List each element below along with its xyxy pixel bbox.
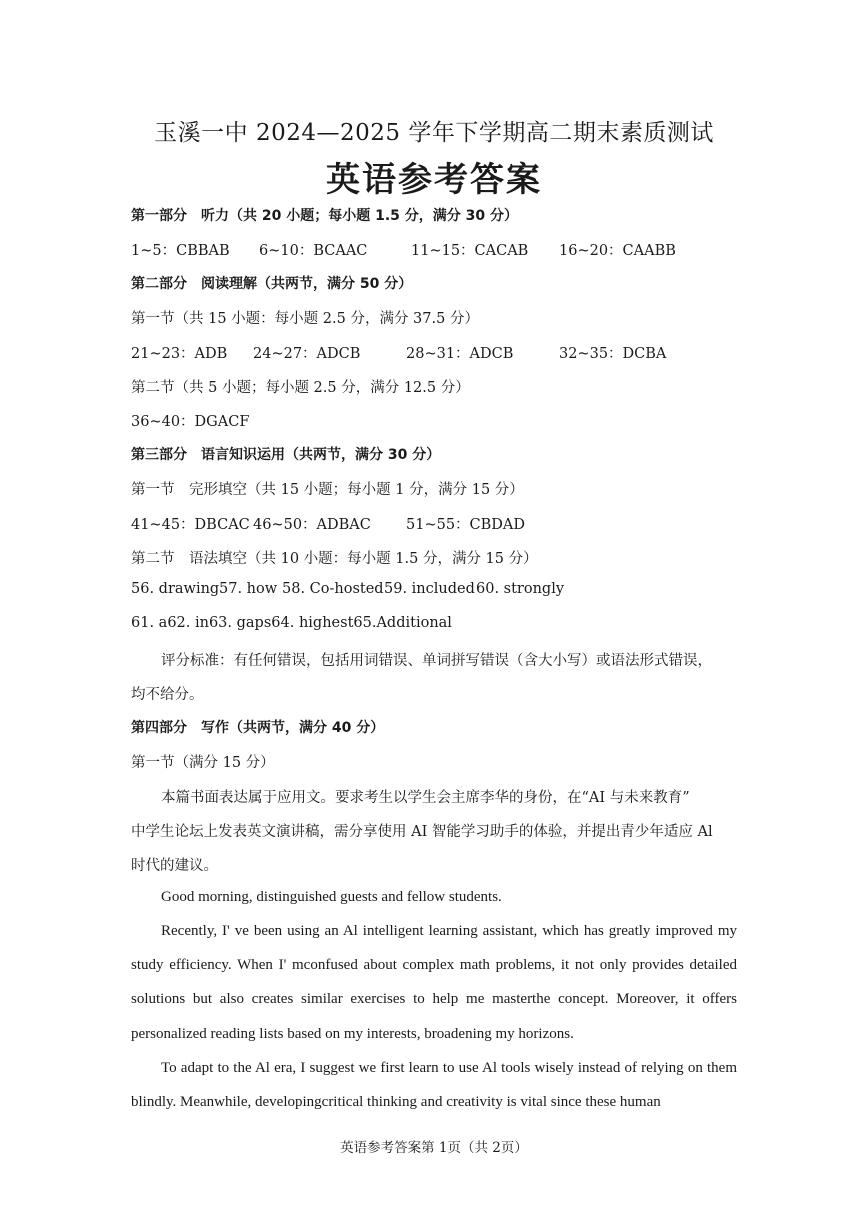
- answer-group: 46~50：ADBAC: [253, 517, 371, 533]
- part3-section2-heading: 第二节 语法填空（共 10 小题：每小题 1.5 分，满分 15 分）: [131, 551, 538, 567]
- part2-heading: 第二部分 阅读理解（共两节，满分 50 分）: [131, 276, 413, 292]
- answer-group: 28~31：ADCB: [406, 346, 514, 362]
- answer-group: 1~5：CBBAB: [131, 243, 230, 259]
- answer-item: 59. included: [384, 581, 475, 597]
- answer-group: 21~23：ADB: [131, 346, 228, 362]
- answer-item: 58. Co-hosted: [282, 581, 384, 597]
- document-title: 英语参考答案: [326, 160, 542, 200]
- part1-heading: 第一部分 听力（共 20 小题；每小题 1.5 分，满分 30 分）: [131, 208, 519, 224]
- answer-item: 56. drawing: [131, 581, 220, 597]
- essay-paragraph: Recently, I' ve been using an Al intelligent learning assistant, which has greatly improved my study efficiency. When I' mconfused about complex math problems, it not only provides detailed solutions but also creates similar exercises to help me masterthe concept. Moreover, it offers personalized reading lists based on my interests, broadening my horizons.: [131, 923, 737, 1042]
- part3-section2-answers-row2: 61. a62. in63. gaps64. highest65.Additional: [131, 615, 452, 631]
- scoring-note-continued: 均不给分。: [131, 687, 204, 703]
- essay-greeting: Good morning, distinguished guests and fellow students.: [161, 889, 502, 905]
- part2-section2-answers: 36~40：DGACF: [131, 414, 250, 430]
- task-description: 本篇书面表达属于应用文。要求考生以学生会主席李华的身份，在“AI 与未来教育”: [161, 790, 690, 806]
- part3-heading: 第三部分 语言知识运用（共两节，满分 30 分）: [131, 447, 441, 463]
- task-description-line2: 中学生论坛上发表英文演讲稿，需分享使用 AI 智能学习助手的体验，并提出青少年适应 Al: [131, 824, 713, 840]
- part2-section2-heading: 第二节（共 5 小题；每小题 2.5 分，满分 12.5 分）: [131, 380, 470, 396]
- part4-section1-heading: 第一节（满分 15 分）: [131, 755, 275, 771]
- scoring-note: 评分标准：有任何错误，包括用词错误、单词拼写错误（含大小写）或语法形式错误，: [161, 653, 712, 669]
- answer-item: 60. strongly: [476, 581, 565, 597]
- exam-title: 玉溪一中 2024—2025 学年下学期高二期末素质测试: [154, 120, 714, 146]
- answer-group: 51~55：CBDAD: [406, 517, 526, 533]
- answer-group: 6~10：BCAAC: [259, 243, 368, 259]
- page-footer: 英语参考答案第 1页（共 2页）: [340, 1140, 528, 1156]
- task-description-line3: 时代的建议。: [131, 858, 218, 874]
- essay-paragraph: To adapt to the Al era, I suggest we first learn to use Al tools wisely instead of relying on them blindly. Meanwhile, developingcritical thinking and creativity is vital since these human: [131, 1060, 737, 1111]
- answer-group: 32~35：DCBA: [559, 346, 667, 362]
- answer-group: 41~45：DBCAC: [131, 517, 250, 533]
- answer-group: 16~20：CAABB: [559, 243, 676, 259]
- part2-section1-heading: 第一节（共 15 小题：每小题 2.5 分，满分 37.5 分）: [131, 311, 479, 327]
- answer-group: 24~27：ADCB: [253, 346, 361, 362]
- part3-section1-heading: 第一节 完形填空（共 15 小题；每小题 1 分，满分 15 分）: [131, 482, 524, 498]
- answer-item: 57. how: [219, 581, 278, 597]
- part4-heading: 第四部分 写作（共两节，满分 40 分）: [131, 720, 385, 736]
- answer-group: 11~15：CACAB: [411, 243, 529, 259]
